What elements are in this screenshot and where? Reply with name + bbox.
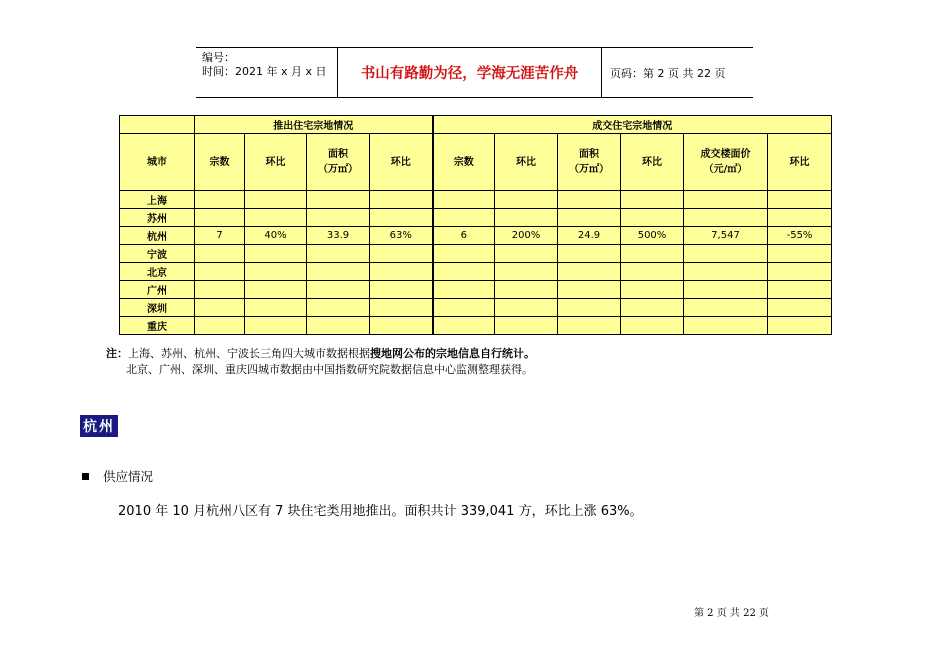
table-cell bbox=[495, 191, 558, 209]
table-cell bbox=[495, 245, 558, 263]
row-city: 苏州 bbox=[120, 209, 195, 227]
table-cell bbox=[195, 209, 245, 227]
table-cell bbox=[245, 317, 307, 335]
table-cell: 6 bbox=[433, 227, 495, 245]
table-cell bbox=[768, 263, 832, 281]
table-cell bbox=[768, 281, 832, 299]
table-cell bbox=[307, 245, 370, 263]
table-cell: 7,547 bbox=[684, 227, 768, 245]
table-cell bbox=[621, 245, 684, 263]
table-cell bbox=[558, 317, 621, 335]
table-cell: 200% bbox=[495, 227, 558, 245]
table-cell bbox=[433, 191, 495, 209]
col-deal-count: 宗数 bbox=[433, 134, 495, 191]
table-cell bbox=[245, 245, 307, 263]
row-city: 重庆 bbox=[120, 317, 195, 335]
table-cell bbox=[245, 191, 307, 209]
table-cell bbox=[558, 299, 621, 317]
table-cell bbox=[370, 191, 433, 209]
col-price-mom: 环比 bbox=[768, 134, 832, 191]
table-cell bbox=[433, 317, 495, 335]
table-cell bbox=[433, 245, 495, 263]
table-cell bbox=[370, 263, 433, 281]
group-deal-header: 成交住宅宗地情况 bbox=[433, 116, 832, 134]
table-cell bbox=[195, 281, 245, 299]
table-cell bbox=[768, 245, 832, 263]
row-city: 广州 bbox=[120, 281, 195, 299]
table-cell bbox=[621, 317, 684, 335]
table-cell bbox=[433, 209, 495, 227]
col-price: 成交楼面价 （元/㎡） bbox=[684, 134, 768, 191]
table-cell bbox=[433, 281, 495, 299]
square-bullet-icon bbox=[82, 473, 89, 480]
group-supply-header: 推出住宅宗地情况 bbox=[195, 116, 433, 134]
table-cell bbox=[684, 281, 768, 299]
table-cell bbox=[558, 281, 621, 299]
section-paragraph: 2010 年 10 月杭州八区有 7 块住宅类用地推出。面积共计 339,041 方，环比上涨 63%。 bbox=[118, 504, 643, 519]
table-row bbox=[120, 299, 832, 317]
table-cell bbox=[768, 209, 832, 227]
number-label: 编号： bbox=[202, 51, 235, 64]
table-note-1: 注：上海、苏州、杭州、宁波长三角四大城市数据根据搜地网公布的宗地信息自行统计。 bbox=[106, 347, 535, 360]
table-cell bbox=[558, 245, 621, 263]
row-city: 宁波 bbox=[120, 245, 195, 263]
table-cell bbox=[195, 245, 245, 263]
table-cell bbox=[195, 191, 245, 209]
table-cell bbox=[495, 209, 558, 227]
land-supply-table bbox=[119, 115, 832, 335]
table-cell bbox=[495, 263, 558, 281]
header-meta bbox=[196, 48, 338, 97]
table-cell bbox=[621, 281, 684, 299]
table-cell bbox=[621, 299, 684, 317]
table-cell bbox=[307, 191, 370, 209]
table-cell bbox=[370, 317, 433, 335]
table-cell: 40% bbox=[245, 227, 307, 245]
table-cell bbox=[307, 281, 370, 299]
table-cell bbox=[621, 209, 684, 227]
row-city: 杭州 bbox=[120, 227, 195, 245]
table-cell: 33.9 bbox=[307, 227, 370, 245]
table-cell: -55% bbox=[768, 227, 832, 245]
table-cell bbox=[245, 299, 307, 317]
col-mom: 环比 bbox=[245, 134, 307, 191]
table-cell bbox=[245, 281, 307, 299]
table-row bbox=[120, 281, 832, 299]
page-footer: 第 2 页 共 22 页 bbox=[694, 608, 769, 619]
table-row bbox=[120, 245, 832, 263]
col-mom2: 环比 bbox=[370, 134, 433, 191]
table-cell bbox=[684, 191, 768, 209]
table-cell bbox=[684, 245, 768, 263]
table-row bbox=[120, 227, 832, 245]
table-cell bbox=[195, 299, 245, 317]
bullet-supply: 供应情况 bbox=[82, 467, 153, 485]
time-label: 时间：2021 年 x 月 x 日 bbox=[202, 65, 327, 78]
table-cell bbox=[195, 317, 245, 335]
row-city: 深圳 bbox=[120, 299, 195, 317]
table-cell bbox=[307, 299, 370, 317]
table-cell bbox=[768, 299, 832, 317]
table-cell: 500% bbox=[621, 227, 684, 245]
table-cell bbox=[370, 209, 433, 227]
table-cell bbox=[621, 191, 684, 209]
table-cell bbox=[684, 317, 768, 335]
header-page-code: 页码：第 2 页 共 22 页 bbox=[610, 66, 726, 80]
col-deal-mom: 环比 bbox=[495, 134, 558, 191]
table-cell bbox=[195, 263, 245, 281]
table-cell bbox=[558, 191, 621, 209]
col-count: 宗数 bbox=[195, 134, 245, 191]
col-deal-area: 面积 （万㎡） bbox=[558, 134, 621, 191]
table-cell bbox=[433, 263, 495, 281]
table-cell bbox=[684, 299, 768, 317]
table-cell bbox=[370, 281, 433, 299]
row-city: 北京 bbox=[120, 263, 195, 281]
table-cell bbox=[558, 263, 621, 281]
table-cell bbox=[558, 209, 621, 227]
table-cell bbox=[307, 263, 370, 281]
table-cell bbox=[245, 263, 307, 281]
table-row bbox=[120, 263, 832, 281]
table-cell bbox=[684, 263, 768, 281]
section-tag: 杭州 bbox=[80, 415, 118, 437]
table-cell bbox=[433, 299, 495, 317]
col-city: 城市 bbox=[120, 134, 195, 191]
table-cell bbox=[307, 209, 370, 227]
table-cell bbox=[768, 191, 832, 209]
header-motto: 书山有路勤为径，学海无涯苦作舟 bbox=[338, 48, 602, 97]
table-row bbox=[120, 209, 832, 227]
row-city: 上海 bbox=[120, 191, 195, 209]
table-row bbox=[120, 191, 832, 209]
table-cell: 63% bbox=[370, 227, 433, 245]
col-area: 面积 （万㎡） bbox=[307, 134, 370, 191]
col-deal-mom2: 环比 bbox=[621, 134, 684, 191]
table-cell: 24.9 bbox=[558, 227, 621, 245]
corner-cell bbox=[120, 116, 195, 134]
table-cell bbox=[621, 263, 684, 281]
table-row bbox=[120, 317, 832, 335]
table-cell bbox=[495, 281, 558, 299]
table-cell bbox=[684, 209, 768, 227]
table-cell: 7 bbox=[195, 227, 245, 245]
table-cell bbox=[370, 299, 433, 317]
table-cell bbox=[495, 299, 558, 317]
table-note-2: 北京、广州、深圳、重庆四城市数据由中国指数研究院数据信息中心监测整理获得。 bbox=[126, 363, 533, 376]
table-cell bbox=[768, 317, 832, 335]
table-cell bbox=[370, 245, 433, 263]
document-header bbox=[196, 47, 753, 98]
table-cell bbox=[245, 209, 307, 227]
table-cell bbox=[307, 317, 370, 335]
table-cell bbox=[495, 317, 558, 335]
